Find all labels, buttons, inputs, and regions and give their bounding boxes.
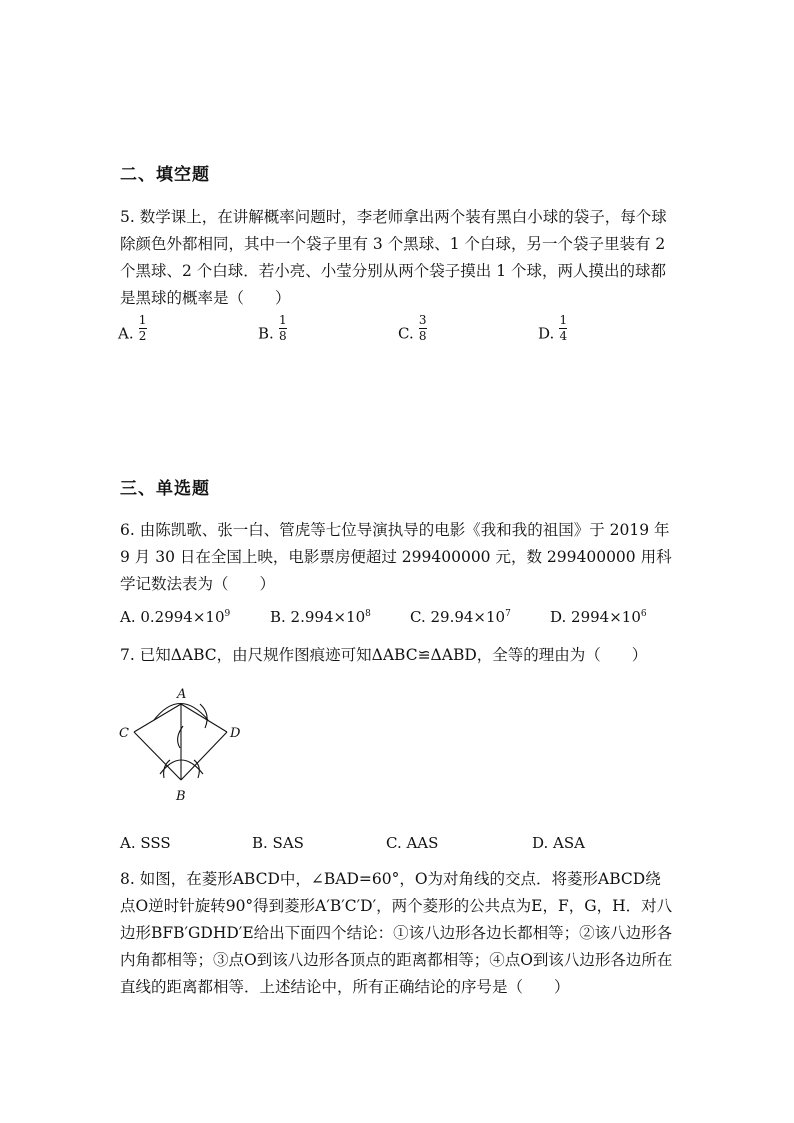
fraction xyxy=(139,314,147,343)
denominator: 2 xyxy=(138,329,147,343)
q6-option-b xyxy=(270,608,371,626)
label-c: C xyxy=(119,726,129,741)
section-title-fill: 二、填空题 xyxy=(120,165,210,185)
question-8-text: 8. 如图，在菱形ABCD中，∠BAD=60°，O为对角线的交点．将菱形ABCD绕点O逆时针旋转90°得到菱形A′B′C′D′，两个菱形的公共点为E，F，G，H．对八边形BFB′GDHD′E给出下面四个结论：①该八边形各边长都相等；②该八边形各内角都相等；③点O到该八边形各顶点的距离都相等；④点O到该八边形各边所在直线的距离都相等．上述结论中，所有正确结论的序号是（ ） xyxy=(120,870,673,996)
section-title-single: 三、单选题 xyxy=(120,479,210,499)
exponent: 8 xyxy=(365,609,371,619)
numerator: 1 xyxy=(138,313,147,327)
option-label: D. 2994×10 xyxy=(550,608,641,626)
q7-option-b: B. SAS xyxy=(252,834,304,852)
fraction xyxy=(419,314,427,343)
q7-option-a: A. SSS xyxy=(120,834,171,852)
denominator: 4 xyxy=(559,329,568,343)
denominator: 8 xyxy=(278,329,287,343)
segment-db xyxy=(181,732,227,780)
question-7-text: 7. 已知ΔABC，由尺规作图痕迹可知ΔABC≌ΔABD，全等的理由为（ ） xyxy=(120,646,648,664)
option-label: B. 2.994×10 xyxy=(270,608,366,626)
exponent: 9 xyxy=(224,609,231,619)
denominator: 8 xyxy=(418,329,427,343)
question-5-text: 5. 数学课上，在讲解概率问题时，李老师拿出两个装有黑白小球的袋子，每个球除颜色外都相同，其中一个袋子里有 3 个黑球、1 个白球，另一个袋子里装有 2 个黑球、2 个白球．若小亮、小莹分别从两个袋子摸出 1 个球，两人摸出的球都是黑球的概率是（ ） xyxy=(120,208,667,307)
arc-middle xyxy=(178,726,183,748)
segment-ac xyxy=(134,704,181,732)
label-b: B xyxy=(176,789,186,804)
q7-option-c: C. AAS xyxy=(386,834,439,852)
q5-option-b xyxy=(258,313,287,349)
option-label: C. 29.94×10 xyxy=(410,608,506,626)
q6-option-a xyxy=(120,608,230,626)
numerator: 1 xyxy=(559,313,568,327)
option-label: D. xyxy=(538,324,555,343)
option-label: A. 0.2994×10 xyxy=(120,608,225,626)
q6-option-d xyxy=(550,608,647,626)
label-d: D xyxy=(230,726,241,741)
q5-option-a xyxy=(118,313,147,349)
q5-option-c xyxy=(398,313,427,349)
option-label: C. xyxy=(398,324,414,343)
q6-option-c xyxy=(410,608,511,626)
exponent: 7 xyxy=(505,609,511,619)
q5-option-d xyxy=(538,313,568,349)
label-a: A xyxy=(177,687,187,702)
fraction xyxy=(559,314,567,343)
segment-cb xyxy=(134,732,181,780)
question-6-text: 6. 由陈凯歌、张一白、管虎等七位导演执导的电影《我和我的祖国》于 2019 年 9 月 30 日在全国上映，电影票房便超过 299400000 元，数 299400000 用科学记数法表为（ ） xyxy=(120,521,672,593)
compass-construction-figure xyxy=(110,684,260,806)
option-label: B. xyxy=(258,324,274,343)
exponent: 6 xyxy=(640,609,647,619)
option-label: A. xyxy=(118,324,134,343)
fraction xyxy=(279,314,287,343)
q7-option-d: D. ASA xyxy=(532,834,585,852)
numerator: 3 xyxy=(418,313,427,327)
numerator: 1 xyxy=(278,313,287,327)
